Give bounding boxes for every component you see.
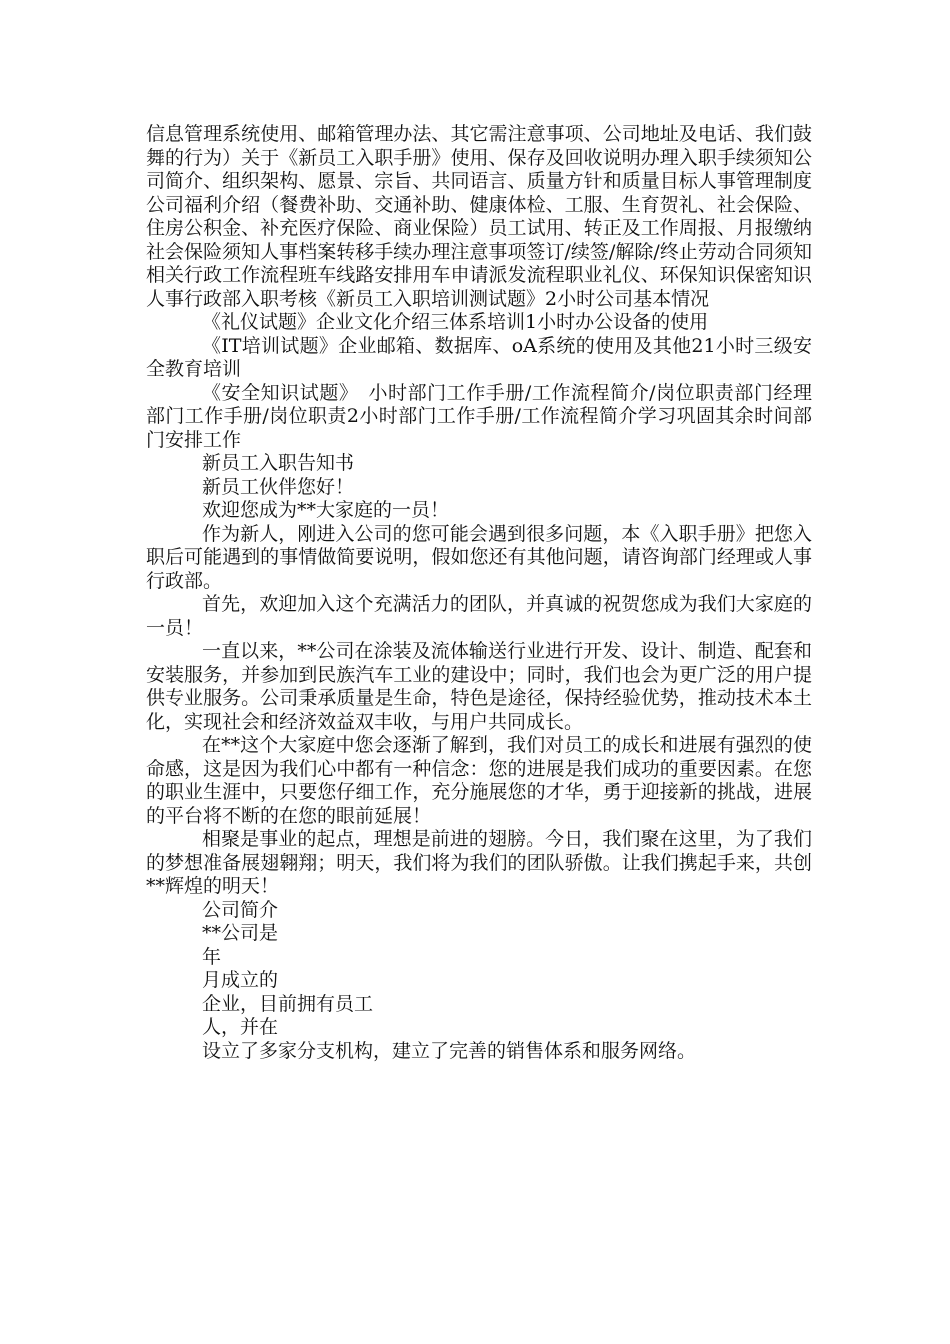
document-page (146, 123, 812, 1063)
welcome-line: 欢迎您成为**大家庭的一员！ (202, 499, 450, 521)
body-paragraph-it-exam: 《IT培训试题》企业邮箱、数据库、oA系统的使用及其他21小时三级安全教育培训 (146, 334, 812, 380)
company-profile-line-4: 企业，目前拥有员工 (202, 992, 374, 1015)
body-paragraph-toc-list: 信息管理系统使用、邮箱管理办法、其它需注意事项、公司地址及电话、我们鼓舞的行为）关于《新员工入职手册》使用、保存及回收说明办理入职手续须知公司简介、组织架构、愿景、宗旨、共同语言、质量方针和质量目标人事管理制度公司福利介绍（餐费补助、交通补助、健康体检、工服、生育贺礼、社会保险、住房公积金、补充医疗保险、商业保险）员工试用、转正及工作周报、月报缴纳社会保险须知人事档案转移手续办理注意事项签订/续签/解除/终止劳动合同须知相关行政工作流程班车线路安排用车申请派发流程职业礼仪、环保知识保密知识人事行政部入职考核《新员工入职培训测试题》2小时公司基本情况 (146, 123, 812, 310)
body-paragraph-company-history: 一直以来，**公司在涂装及流体输送行业进行开发、设计、制造、配套和安装服务，并参加到民族汽车工业的建设中；同时，我们也会为更广泛的用户提供专业服务。公司秉承质量是生命，特色是途径，保持经验优势，推动技术本土化，实现社会和经济效益双丰收，与用户共同成长。 (146, 640, 812, 733)
body-paragraph-growth: 在**这个大家庭中您会逐渐了解到，我们对员工的成长和进展有强烈的使命感，这是因为我们心中都有一种信念：您的进展是我们成功的重要因素。在您的职业生涯中，只要您仔细工作，充分施展您的才华，勇于迎接新的挑战，进展的平台将不断的在您的眼前延展！ (146, 734, 812, 827)
body-paragraph-handbook-intro: 作为新人，刚进入公司的您可能会遇到很多问题，本《入职手册》把您入职后可能遇到的事情做简要说明，假如您还有其他问题，请咨询部门经理或人事行政部。 (146, 522, 812, 592)
company-profile-line-3: 月成立的 (202, 969, 279, 991)
greeting: 新员工伙伴您好！ (202, 475, 355, 498)
company-profile-line-5: 人，并在 (202, 1016, 279, 1038)
company-profile-line-1: **公司是 (202, 922, 279, 944)
company-profile-line-2: 年 (202, 945, 222, 968)
body-paragraph-etiquette-exam: 《礼仪试题》企业文化介绍三体系培训1小时办公设备的使用 (202, 311, 709, 333)
body-paragraph-welcome-team: 首先，欢迎加入这个充满活力的团队，并真诚的祝贺您成为我们大家庭的一员！ (146, 593, 812, 639)
notice-title: 新员工入职告知书 (202, 452, 355, 474)
body-paragraph-safety-exam: 《安全知识试题》 小时部门工作手册/工作流程简介/岗位职责部门经理部门工作手册/岗位职责2小时部门工作手册/工作流程简介学习巩固其余时间部门安排工作 (146, 381, 812, 451)
body-paragraph-closing: 相聚是事业的起点，理想是前进的翅膀。今日，我们聚在这里，为了我们的梦想准备展翅翱翔；明天，我们将为我们的团队骄傲。让我们携起手来，共创**辉煌的明天！ (146, 828, 812, 897)
company-profile-line-6: 设立了多家分支机构，建立了完善的销售体系和服务网络。 (202, 1039, 697, 1062)
section-heading-company-profile: 公司简介 (202, 898, 279, 921)
